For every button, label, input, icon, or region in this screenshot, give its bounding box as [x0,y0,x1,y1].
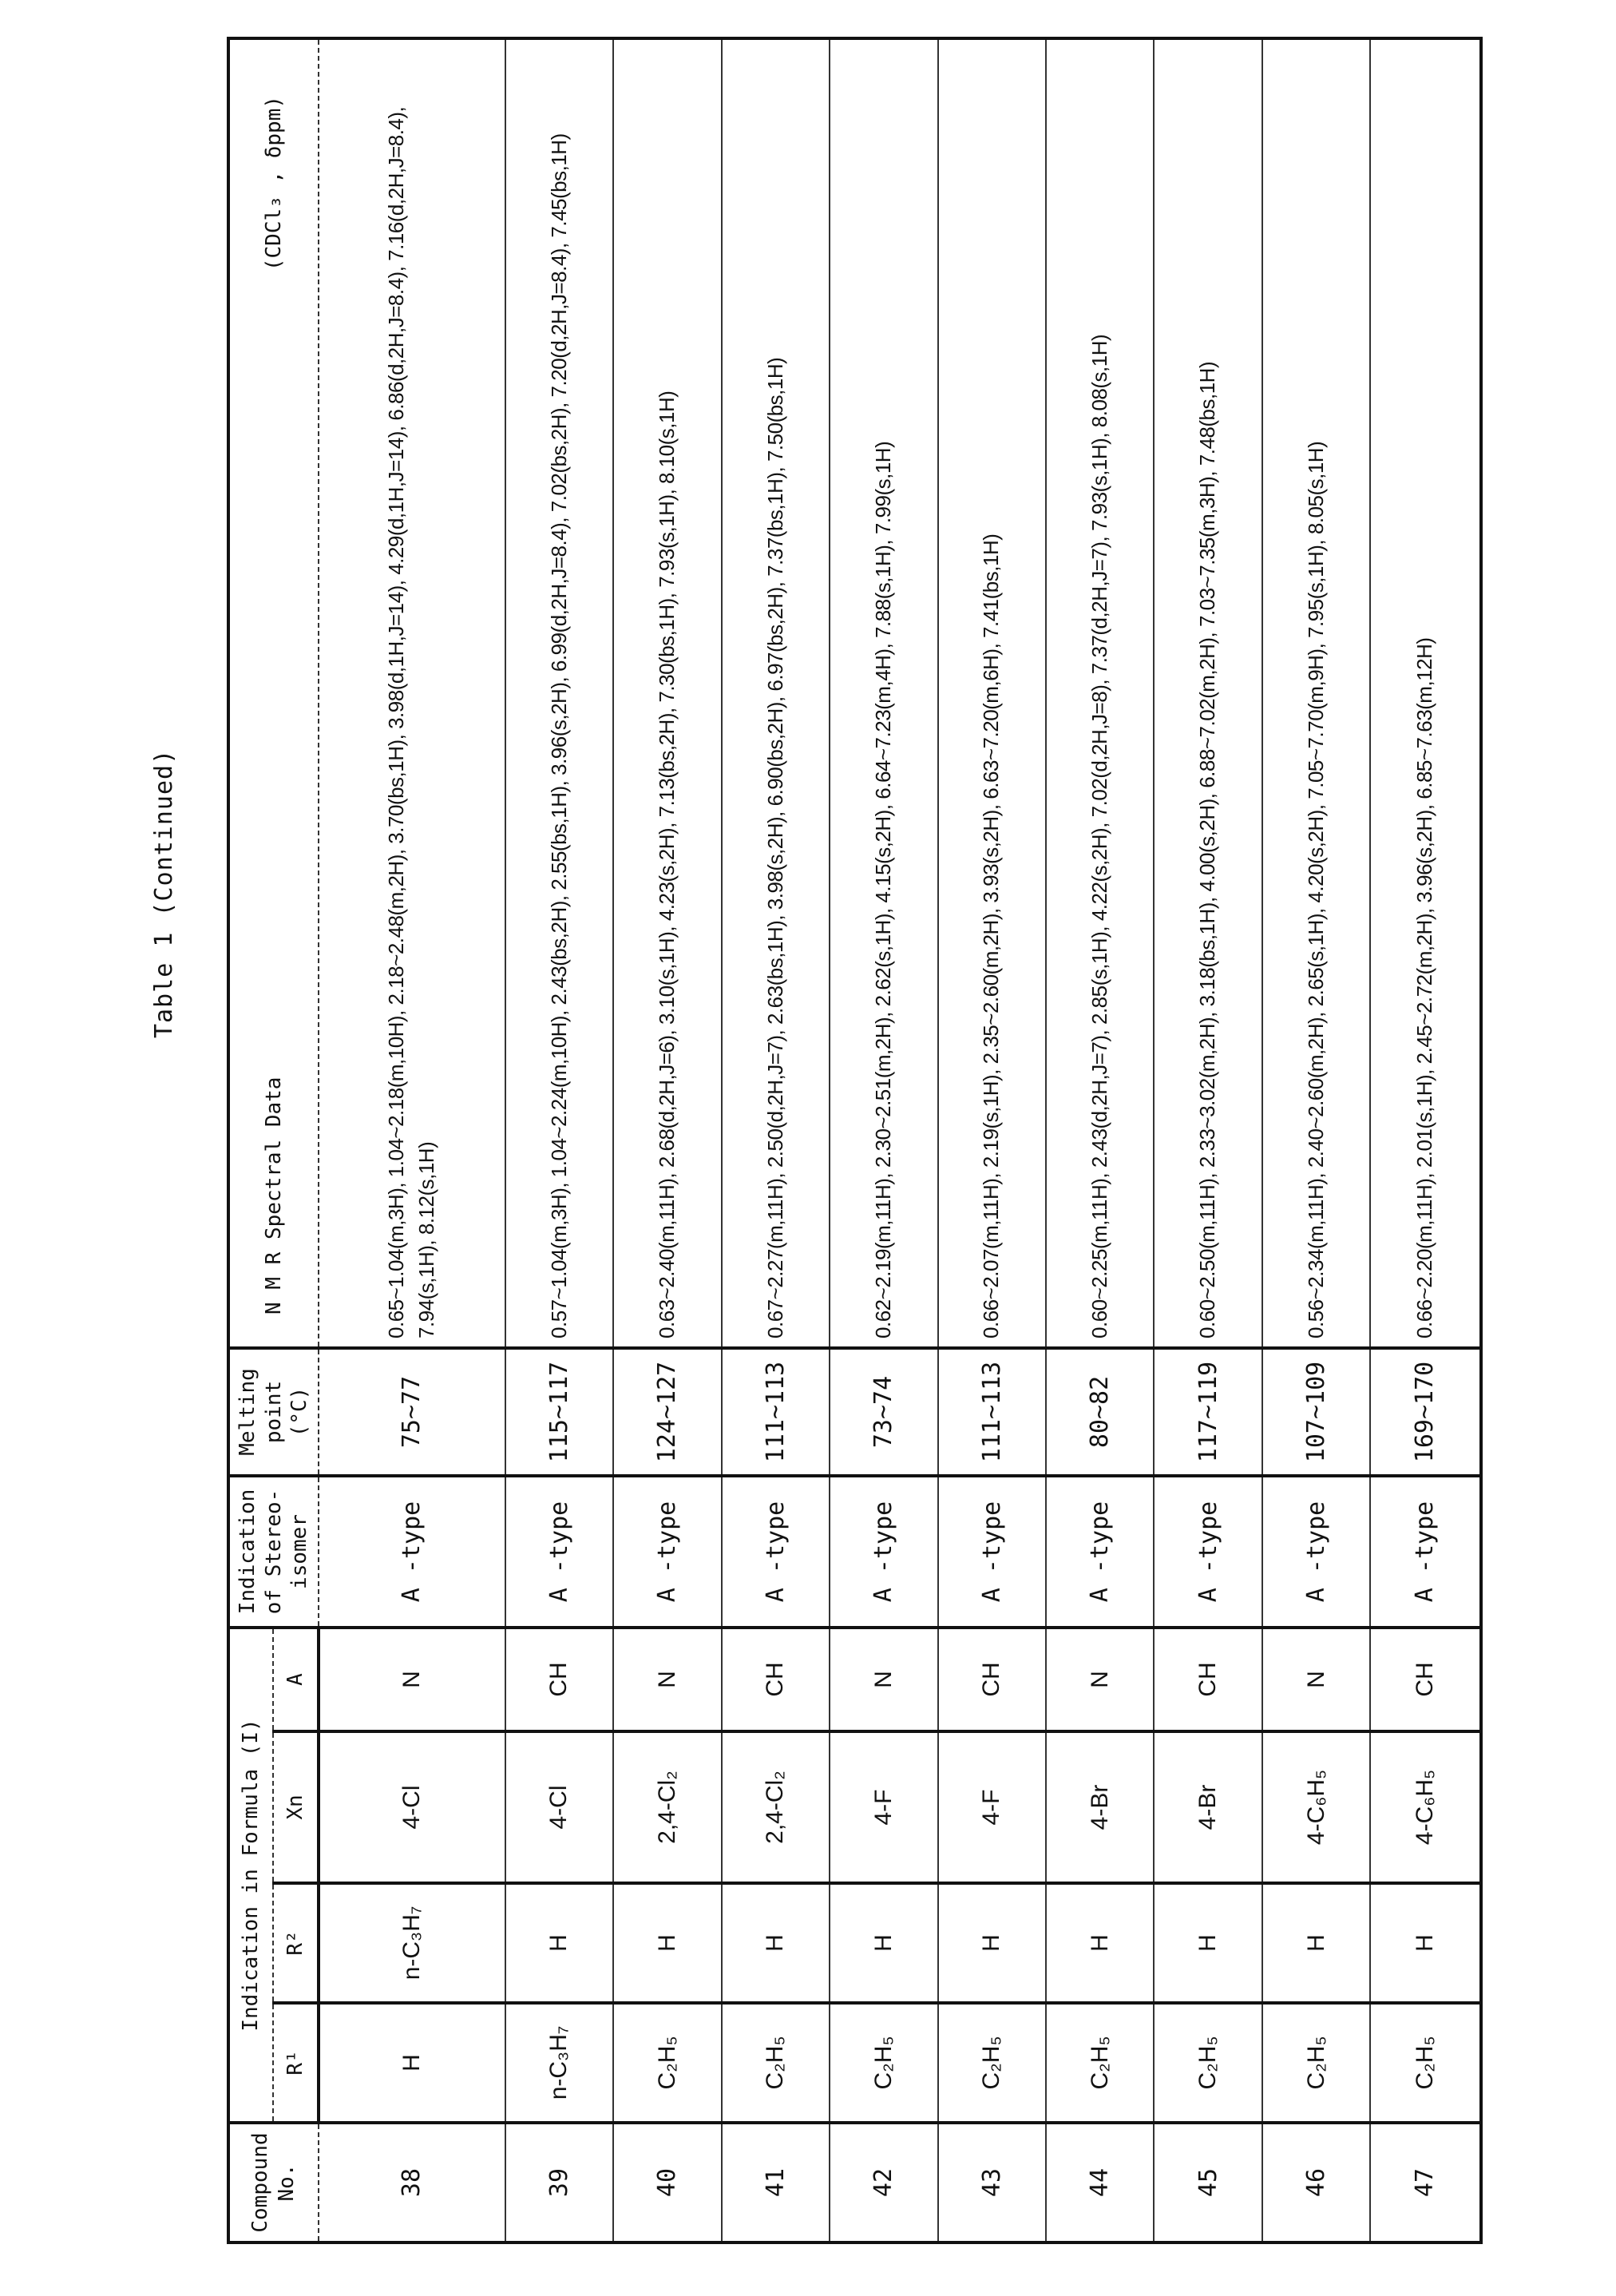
cell-r2: H [505,1883,613,2003]
cell-a: CH [1154,1628,1262,1731]
compound-table [227,37,1483,2244]
cell-a: CH [938,1628,1046,1731]
table-row [1370,38,1480,2242]
cell-compound-no: 40 [613,2123,721,2242]
cell-xn: 4-C₆H₅ [1262,1731,1370,1883]
cell-r2: H [830,1883,937,2003]
cell-nmr: 0.65~1.04(m,3H), 1.04~2.18(m,10H), 2.18~2.48(m,2H), 3.70(bs,1H), 3.98(d,1H,J=14), 4.29(d,1H,J=14), 6.86(d,2H,J=8.4), 7.16(d,2H,J=8.4), 7.94(s,1H), 8.12(s,1H) [319,38,505,1348]
cell-melting-point: 111~113 [722,1348,830,1476]
cell-r1: C₂H₅ [1154,2003,1262,2123]
cell-r2: H [1262,1883,1370,2003]
cell-stereo: A -type [1154,1476,1262,1628]
header-a: A [273,1628,318,1731]
cell-xn: 4-Br [1154,1731,1262,1883]
header-stereo-isomer: Indication of Stereo-isomer [228,1476,319,1628]
table-caption: Table 1 (Continued) [150,748,178,1038]
cell-compound-no: 44 [1046,2123,1154,2242]
cell-r2: H [722,1883,830,2003]
cell-xn: 4-C₆H₅ [1370,1731,1480,1883]
cell-melting-point: 80~82 [1046,1348,1154,1476]
cell-stereo: A -type [1370,1476,1480,1628]
cell-a: N [613,1628,721,1731]
cell-a: N [1046,1628,1154,1731]
cell-nmr: 0.56~2.34(m,11H), 2.40~2.60(m,2H), 2.65(s,1H), 4.20(s,2H), 7.05~7.70(m,9H), 7.95(s,1H), 8.05(s,1H) [1262,38,1370,1348]
cell-melting-point: 73~74 [830,1348,937,1476]
cell-r1: C₂H₅ [1262,2003,1370,2123]
table-row [1154,38,1262,2242]
header-nmr [228,38,319,1348]
header-xn: Xn [273,1731,318,1883]
cell-compound-no: 39 [505,2123,613,2242]
cell-a: CH [722,1628,830,1731]
cell-stereo: A -type [319,1476,505,1628]
cell-a: CH [505,1628,613,1731]
cell-xn: 4-Cl [319,1731,505,1883]
cell-r1: C₂H₅ [938,2003,1046,2123]
cell-xn: 2,4-Cl₂ [722,1731,830,1883]
cell-compound-no: 43 [938,2123,1046,2242]
cell-nmr: 0.57~1.04(m,3H), 1.04~2.24(m,10H), 2.43(bs,2H), 2.55(bs,1H), 3.96(s,2H), 6.99(d,2H,J=8.4), 7.02(bs,2H), 7.20(d,2H,J=8.4), 7.45(bs,1H) [505,38,613,1348]
cell-compound-no: 47 [1370,2123,1480,2242]
cell-melting-point: 169~170 [1370,1348,1480,1476]
header-r2: R² [273,1883,318,2003]
cell-stereo: A -type [830,1476,937,1628]
table-row [722,38,830,2242]
cell-melting-point: 75~77 [319,1348,505,1476]
table-row [830,38,937,2242]
cell-compound-no: 46 [1262,2123,1370,2242]
cell-nmr: 0.67~2.27(m,11H), 2.50(d,2H,J=7), 2.63(bs,1H), 3.98(s,2H), 6.90(bs,2H), 6.97(bs,2H), 7.37(bs,1H), 7.50(bs,1H) [722,38,830,1348]
table-row [319,38,505,2242]
header-nmr-solvent: (CDCl₃ , δppm) [261,95,286,272]
header-melting-point: Melting point (°C) [228,1348,319,1476]
cell-r1: H [319,2003,505,2123]
table-row [505,38,613,2242]
cell-nmr: 0.60~2.25(m,11H), 2.43(d,2H,J=7), 2.85(s,1H), 4.22(s,2H), 7.02(d,2H,J=8), 7.37(d,2H,J=7), 7.93(s,1H), 8.08(s,1H) [1046,38,1154,1348]
cell-melting-point: 124~127 [613,1348,721,1476]
cell-stereo: A -type [938,1476,1046,1628]
cell-r2: H [613,1883,721,2003]
cell-melting-point: 115~117 [505,1348,613,1476]
cell-stereo: A -type [505,1476,613,1628]
cell-r1: C₂H₅ [830,2003,937,2123]
cell-a: N [319,1628,505,1731]
rotated-table-container [227,40,1468,2244]
cell-r1: C₂H₅ [1370,2003,1480,2123]
cell-xn: 4-Br [1046,1731,1154,1883]
cell-compound-no: 45 [1154,2123,1262,2242]
cell-nmr: 0.66~2.07(m,11H), 2.19(s,1H), 2.35~2.60(m,2H), 3.93(s,2H), 6.63~7.20(m,6H), 7.41(bs,1H) [938,38,1046,1348]
table-row [1262,38,1370,2242]
header-r1: R¹ [273,2003,318,2123]
cell-nmr: 0.63~2.40(m,11H), 2.68(d,2H,J=6), 3.10(s,1H), 4.23(s,2H), 7.13(bs,2H), 7.30(bs,1H), 7.93(s,1H), 8.10(s,1H) [613,38,721,1348]
cell-melting-point: 107~109 [1262,1348,1370,1476]
table-row [613,38,721,2242]
cell-stereo: A -type [1262,1476,1370,1628]
cell-a: N [830,1628,937,1731]
cell-stereo: A -type [613,1476,721,1628]
cell-r2: n-C₃H₇ [319,1883,505,2003]
cell-a: CH [1370,1628,1480,1731]
cell-r1: C₂H₅ [613,2003,721,2123]
header-compound-no: Compound No. [228,2123,319,2242]
cell-nmr: 0.60~2.50(m,11H), 2.33~3.02(m,2H), 3.18(bs,1H), 4.00(s,2H), 6.88~7.02(m,2H), 7.03~7.35(m,3H), 7.48(bs,1H) [1154,38,1262,1348]
header-indication-group: Indication in Formula (I) [228,1628,273,2123]
cell-compound-no: 42 [830,2123,937,2242]
cell-stereo: A -type [1046,1476,1154,1628]
cell-a: N [1262,1628,1370,1731]
cell-compound-no: 41 [722,2123,830,2242]
cell-r1: C₂H₅ [722,2003,830,2123]
cell-xn: 4-F [938,1731,1046,1883]
cell-melting-point: 111~113 [938,1348,1046,1476]
cell-xn: 4-Cl [505,1731,613,1883]
header-nmr-label: N M R Spectral Data [261,1077,286,1315]
cell-r1: n-C₃H₇ [505,2003,613,2123]
table-row [1046,38,1154,2242]
cell-nmr: 0.66~2.20(m,11H), 2.01(s,1H), 2.45~2.72(m,2H), 3.96(s,2H), 6.85~7.63(m,12H) [1370,38,1480,1348]
cell-nmr: 0.62~2.19(m,11H), 2.30~2.51(m,2H), 2.62(s,1H), 4.15(s,2H), 6.64~7.23(m,4H), 7.88(s,1H), 7.99(s,1H) [830,38,937,1348]
table-row [938,38,1046,2242]
cell-xn: 2,4-Cl₂ [613,1731,721,1883]
cell-compound-no: 38 [319,2123,505,2242]
cell-r2: H [1370,1883,1480,2003]
cell-melting-point: 117~119 [1154,1348,1262,1476]
cell-r2: H [1154,1883,1262,2003]
cell-stereo: A -type [722,1476,830,1628]
cell-r1: C₂H₅ [1046,2003,1154,2123]
cell-r2: H [1046,1883,1154,2003]
cell-r2: H [938,1883,1046,2003]
cell-xn: 4-F [830,1731,937,1883]
